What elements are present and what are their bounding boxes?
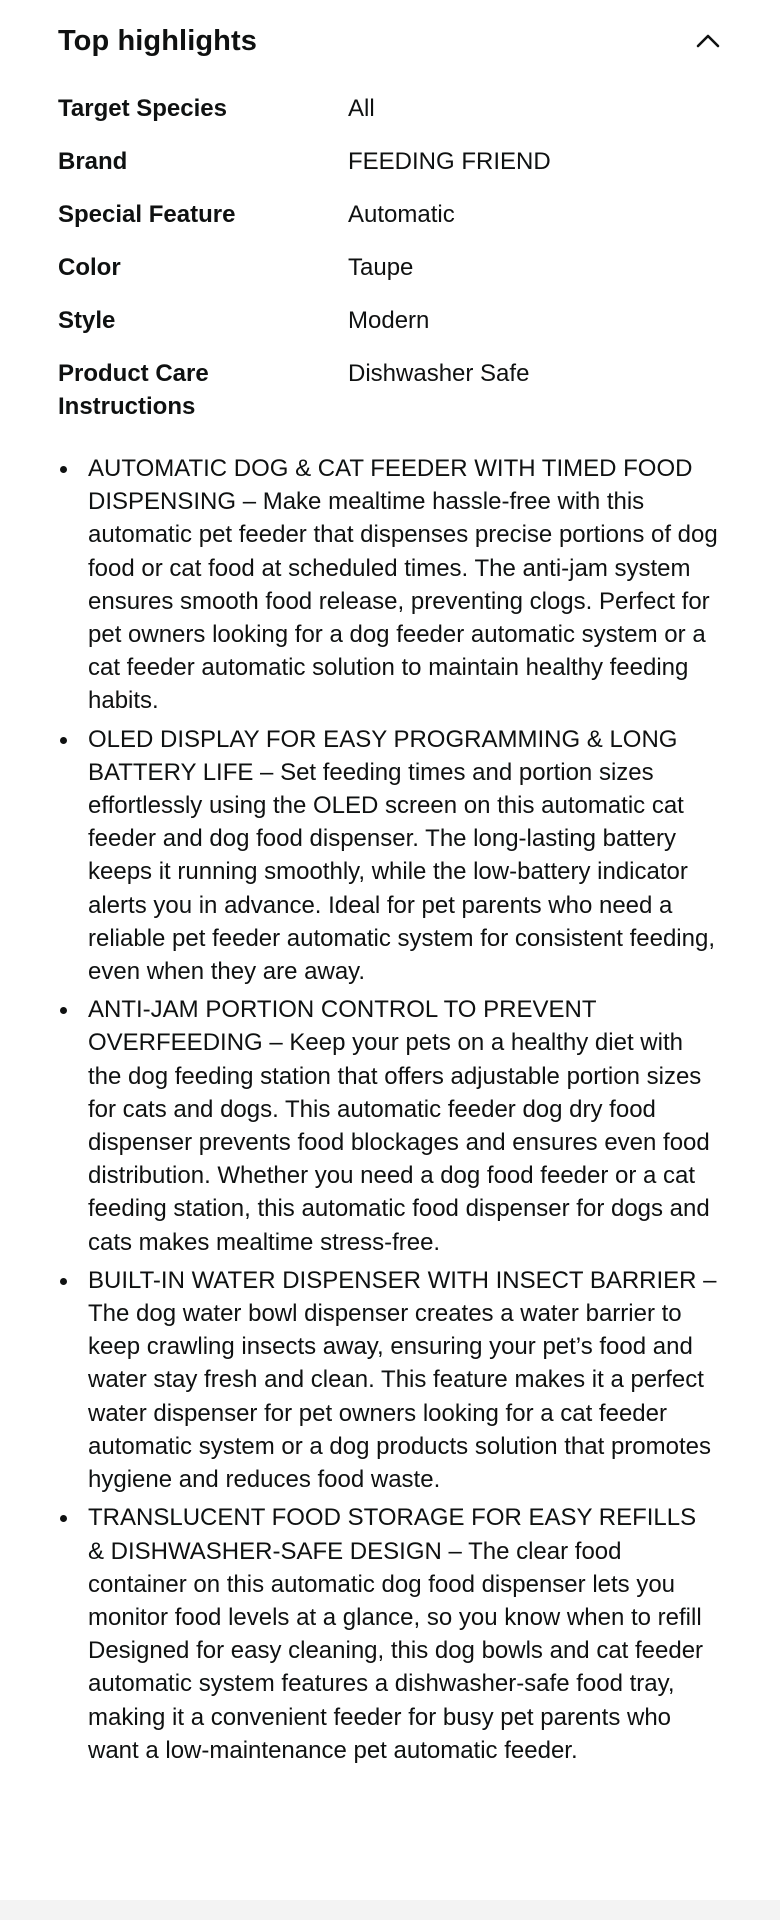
spec-row-special-feature bbox=[58, 198, 738, 231]
spec-value: All bbox=[348, 95, 375, 122]
spec-row-style bbox=[58, 304, 738, 337]
feature-bullet: TRANSLUCENT FOOD STORAGE FOR EASY REFILLS & DISHWASHER-SAFE DESIGN – The clear food container on this automatic dog food dispenser lets you monitor food levels at a glance, so you know when to refill Designed for easy cleaning, this dog bowls and cat feeder automatic system features a dishwasher-safe food tray, making it a convenient feeder for busy pet parents who want a low-maintenance pet automatic feeder. bbox=[58, 1501, 718, 1767]
spec-value: Dishwasher Safe bbox=[348, 360, 530, 387]
feature-bullet: BUILT-IN WATER DISPENSER WITH INSECT BARRIER – The dog water bowl dispenser creates a water barrier to keep crawling insects away, ensuring your pet’s food and water stay fresh and clean. This feature makes it a perfect water dispenser for pet owners looking for a cat feeder automatic system or a dog products solution that promotes hygiene and reduces food waste. bbox=[58, 1264, 718, 1496]
spec-value: Automatic bbox=[348, 201, 455, 228]
feature-bullet-list bbox=[58, 452, 718, 1772]
spec-table bbox=[58, 92, 738, 443]
spec-label: Product Care Instructions bbox=[58, 360, 209, 420]
chevron-up-icon[interactable] bbox=[688, 21, 728, 61]
page-bottom-divider bbox=[0, 1900, 780, 1920]
spec-label: Brand bbox=[58, 148, 128, 175]
spec-label: Color bbox=[58, 254, 121, 281]
feature-bullet: AUTOMATIC DOG & CAT FEEDER WITH TIMED FOOD DISPENSING – Make mealtime hassle-free with this automatic pet feeder that dispenses precise portions of dog food or cat food at scheduled times. The anti-jam system ensures smooth food release, preventing clogs. Perfect for pet owners looking for a dog feeder automatic system or a cat feeder automatic solution to maintain healthy feeding habits. bbox=[58, 452, 718, 718]
feature-bullet: ANTI-JAM PORTION CONTROL TO PREVENT OVERFEEDING – Keep your pets on a healthy diet with the dog feeding station that offers adjustable portion sizes for cats and dogs. This automatic feeder dog dry food dispenser prevents food blockages and ensures even food distribution. Whether you need a dog food feeder or a cat feeding station, this automatic food dispenser for dogs and cats makes mealtime stress-free. bbox=[58, 993, 718, 1259]
spec-row-target-species bbox=[58, 92, 738, 125]
spec-label: Style bbox=[58, 307, 116, 334]
spec-value: Taupe bbox=[348, 254, 414, 281]
spec-row-product-care bbox=[58, 357, 738, 423]
section-title: Top highlights bbox=[58, 24, 257, 57]
spec-row-color bbox=[58, 251, 738, 284]
spec-value: Modern bbox=[348, 307, 430, 334]
spec-row-brand bbox=[58, 145, 738, 178]
feature-bullet: OLED DISPLAY FOR EASY PROGRAMMING & LONG BATTERY LIFE – Set feeding times and portion sizes effortlessly using the OLED screen on this automatic cat feeder and dog food dispenser. The long-lasting battery keeps it running smoothly, while the low-battery indicator alerts you in advance. Ideal for pet parents who need a reliable pet feeder automatic system for consistent feeding, even when they are away. bbox=[58, 723, 718, 989]
spec-value: FEEDING FRIEND bbox=[348, 148, 551, 175]
spec-label: Special Feature bbox=[58, 201, 236, 228]
spec-label: Target Species bbox=[58, 95, 227, 122]
section-header[interactable] bbox=[58, 18, 728, 64]
